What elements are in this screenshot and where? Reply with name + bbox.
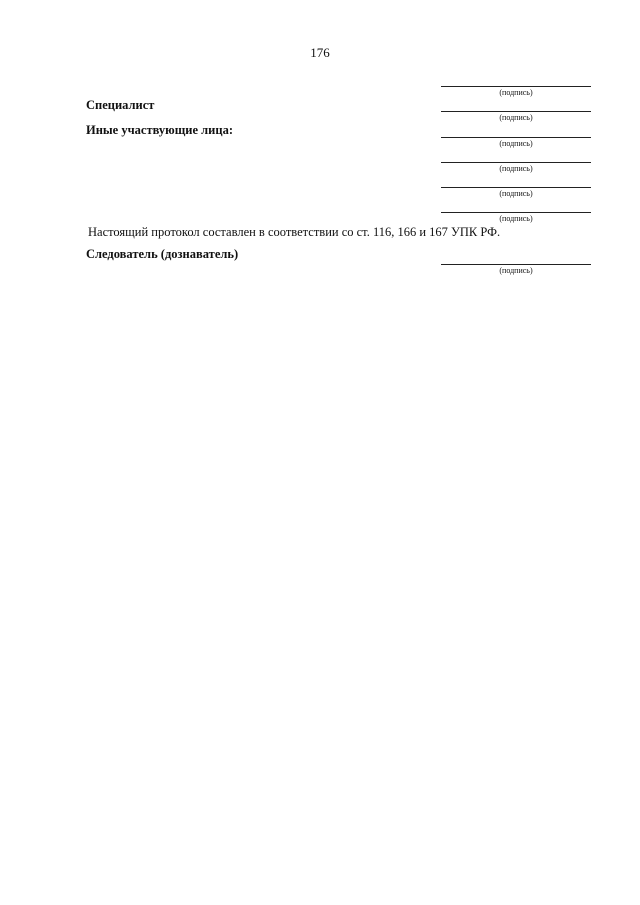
signature-line-2 [441, 111, 591, 123]
signature-line-6 [441, 212, 591, 224]
protocol-statement: Настоящий протокол составлен в соответствии со ст. 116, 166 и 167 УПК РФ. [88, 225, 501, 239]
signature-caption: (подпись) [499, 214, 533, 223]
other-participants-label: Иные участвующие лица: [86, 123, 233, 137]
signature-caption: (подпись) [499, 139, 533, 148]
signature-caption: (подпись) [499, 113, 533, 122]
signature-line-3 [441, 137, 591, 149]
signature-line-7 [441, 264, 591, 276]
specialist-label: Специалист [86, 98, 155, 112]
signature-caption: (подпись) [499, 88, 533, 97]
signature-line-1 [441, 86, 591, 98]
signature-line-4 [441, 162, 591, 174]
signature-caption: (подпись) [499, 164, 533, 173]
signature-caption: (подпись) [499, 189, 533, 198]
signature-caption: (подпись) [499, 266, 533, 275]
investigator-label: Следователь (дознаватель) [86, 247, 239, 261]
signature-line-5 [441, 187, 591, 199]
page-number: 176 [310, 45, 330, 60]
